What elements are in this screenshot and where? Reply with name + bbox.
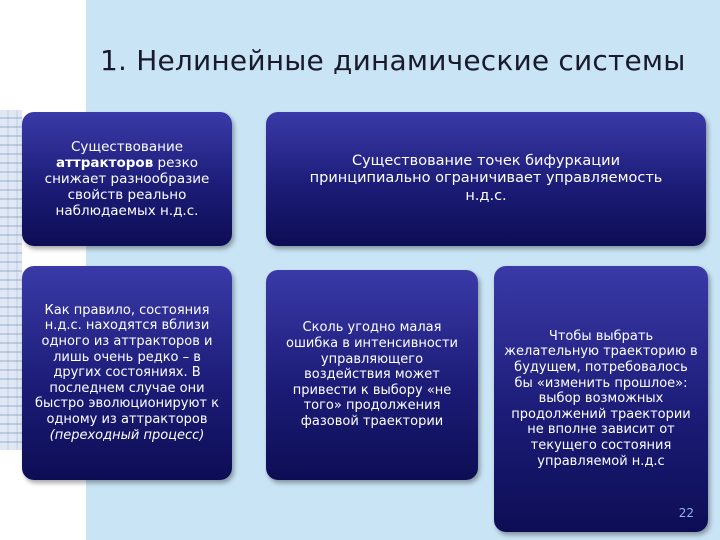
bifurcation-box [266, 112, 706, 246]
states-main: Как правило, состояния н.д.с. находятся вблизи одного из аттракторов и лишь очень редко – в других состояниях. В последнем случае они быстро эволюционируют к одному из аттракторов [35, 302, 219, 427]
page-number: 22 [678, 506, 694, 520]
bifurcation-text: Существование точек бифуркации принципиально ограничивает управляемость н.д.с. [309, 152, 663, 204]
slide-title: 1. Нелинейные динамические системы [100, 44, 686, 77]
attractors-rest: резко снижает разнообразие свойств реально наблюдаемых н.д.с. [44, 154, 210, 220]
decorative-grid [0, 110, 22, 450]
attractors-line1: Существование [70, 138, 184, 155]
attractors-bold-word: аттракторов [55, 154, 154, 171]
desired-trajectory-box [494, 266, 708, 532]
small-error-text: Сколь угодно малая ошибка в интенсивности управляющего воздействия может привести к выбору «не того» продолжения фазовой траектории [286, 320, 458, 429]
states-italic: (переходный процесс) [49, 427, 205, 443]
states-text [32, 303, 222, 443]
small-error-box [266, 270, 478, 480]
attractors-text [32, 139, 222, 220]
attractors-box [22, 112, 232, 246]
states-box [22, 266, 232, 480]
desired-trajectory-text: Чтобы выбрать желательную траекторию в будущем, потребовалось бы «изменить прошлое»: выбор возможных продолжений траектории не вполне зависит от текущего состояния управляемой н.д.с [504, 328, 698, 469]
